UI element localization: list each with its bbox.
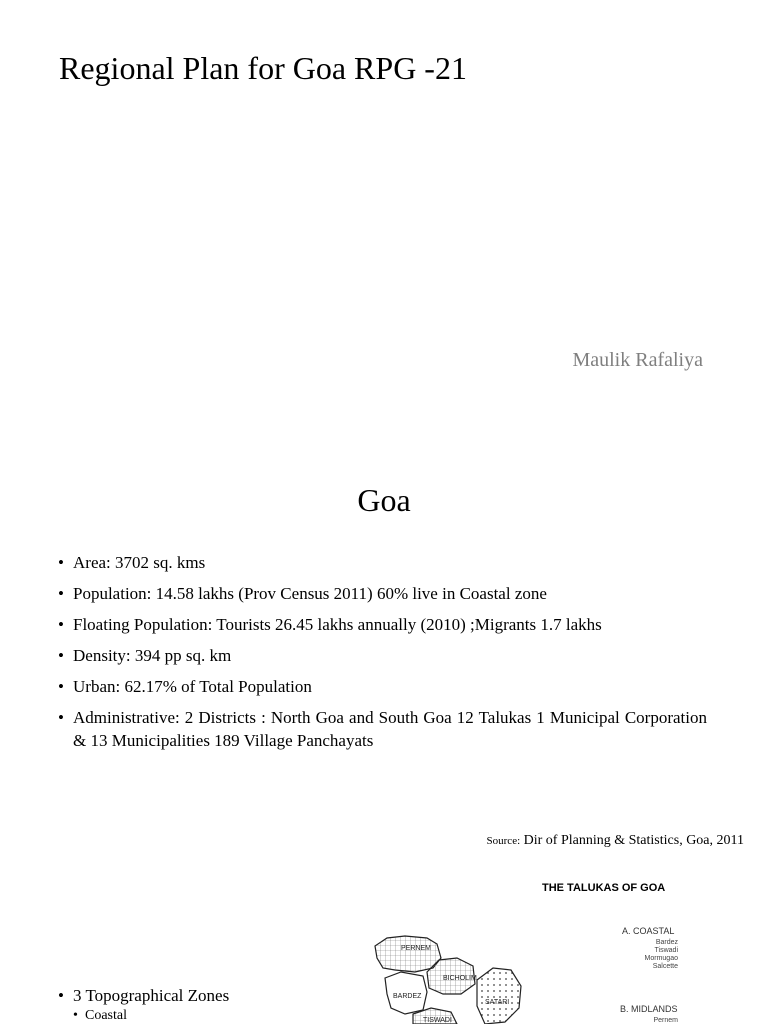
map-label: SATARI — [485, 999, 510, 1006]
taluka-name: Pernem — [653, 1017, 678, 1024]
source-label: Source: — [486, 835, 521, 847]
topography-list — [55, 986, 229, 1024]
taluka-name: Bardez — [655, 939, 678, 946]
goa-taluka-map — [365, 910, 525, 1024]
map-label: BARDEZ — [393, 993, 422, 1000]
source-note — [487, 833, 744, 849]
taluka-name: Tiswadi — [654, 947, 678, 954]
satari-region — [477, 968, 521, 1024]
list-item: • Area: 3702 sq. kms — [55, 551, 707, 574]
map-label: BICHOLIM — [443, 975, 477, 982]
map-label: TISWADI — [423, 1017, 452, 1024]
list-item: • Density: 394 pp sq. km — [55, 644, 707, 667]
map-label: PERNEM — [401, 945, 431, 952]
list-item: • Urban: 62.17% of Total Population — [55, 675, 707, 698]
list-item: • Floating Population: Tourists 26.45 lakhs annually (2010) ;Migrants 1.7 lakhs — [55, 613, 707, 636]
slide-title: Goa — [357, 482, 411, 518]
author-name: Maulik Rafaliya — [572, 349, 703, 371]
taluka-name: Salcette — [652, 963, 678, 970]
fact-list — [55, 551, 707, 760]
zone-a-label: A. COASTAL — [622, 926, 675, 936]
list-item: • Coastal — [55, 1008, 229, 1024]
zone-a-taluka-list — [630, 939, 678, 971]
title-slide — [0, 0, 768, 420]
source-text: Dir of Planning & Statistics, Goa, 2011 — [523, 833, 744, 848]
map-title: THE TALUKAS OF GOA — [542, 882, 666, 894]
taluka-name: Mormugao — [644, 955, 678, 962]
list-item: • 3 Topographical Zones — [55, 986, 229, 1006]
zone-b-label: B. MIDLANDS — [620, 1004, 678, 1014]
list-item: • Administrative: 2 Districts : North Goa and South Goa 12 Talukas 1 Municipal Corporation & 13 Municipalities 189 Village Panchayats — [55, 706, 707, 752]
goa-slide — [0, 420, 768, 1024]
pernem-region — [375, 936, 441, 972]
slide-title: Regional Plan for Goa RPG -21 — [59, 50, 467, 86]
list-item: • Population: 14.58 lakhs (Prov Census 2011) 60% live in Coastal zone — [55, 582, 707, 605]
